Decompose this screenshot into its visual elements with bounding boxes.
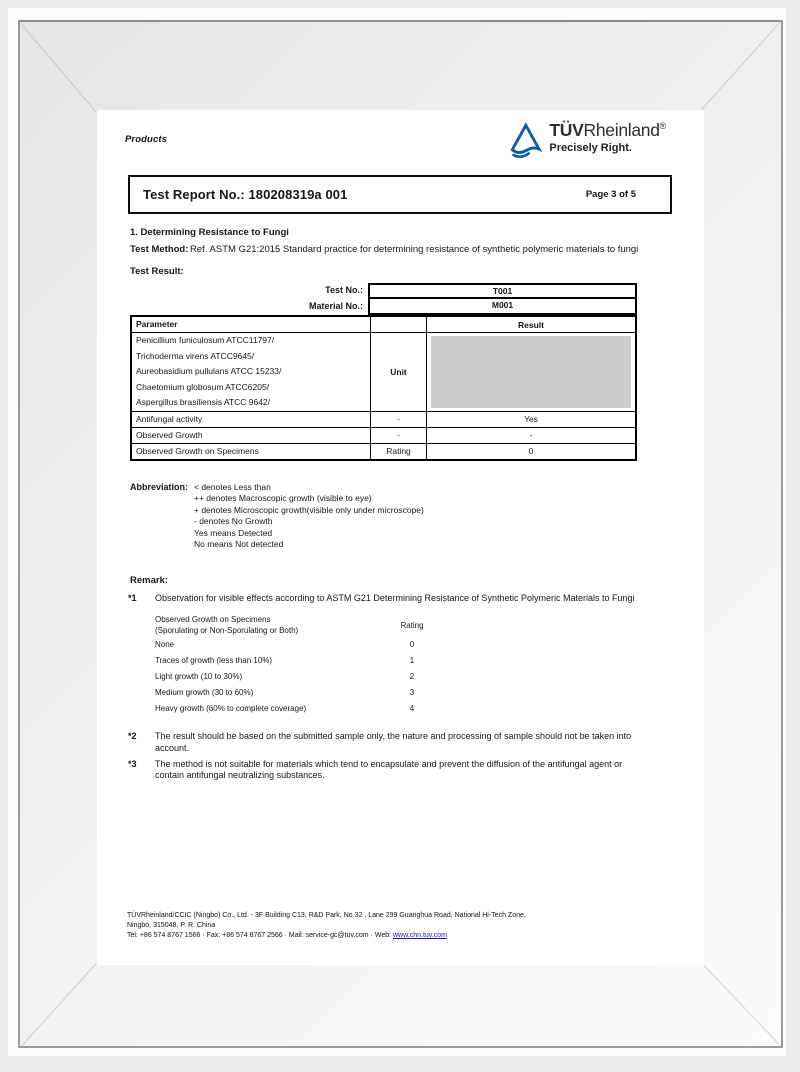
test-result-label: Test Result: bbox=[130, 266, 184, 278]
remark-item-2 bbox=[128, 731, 704, 754]
document-page bbox=[97, 110, 704, 965]
rating-row-value: 1 bbox=[409, 655, 415, 665]
row-result: 0 bbox=[528, 446, 534, 457]
rating-row bbox=[155, 636, 455, 652]
result-table bbox=[130, 283, 637, 461]
fungi-strain-list bbox=[132, 333, 370, 411]
page-indicator: Page 3 of 5 bbox=[585, 189, 636, 200]
abbreviation-label: Abbreviation: bbox=[130, 481, 189, 492]
footer-web-link[interactable]: www.chn.tuv.com bbox=[393, 932, 447, 939]
abbreviation-line: No means Not detected bbox=[194, 539, 284, 550]
fungi-strain: Aspergillus brasiliensis ATCC 9642/ bbox=[136, 397, 271, 408]
footer-address-line2: Ningbo, 315048, P. R. China bbox=[127, 922, 216, 929]
test-method-text: Ref. ASTM G21:2015 Standard practice for determining resistance of synthetic polymeric materials to fungi bbox=[190, 244, 639, 255]
row-parameter: Observed Growth bbox=[136, 429, 203, 440]
products-label: Products bbox=[125, 134, 167, 145]
remark-marker: *1 bbox=[128, 592, 137, 603]
fungi-strain: Trichoderma virens ATCC9645/ bbox=[136, 350, 255, 361]
logo-text bbox=[549, 122, 666, 154]
redacted-result-box bbox=[431, 336, 631, 408]
section-heading: 1. Determining Resistance to Fungi bbox=[130, 227, 289, 238]
rating-row-value: 4 bbox=[409, 703, 415, 713]
abbreviation-line: + denotes Microscopic growth(visible only under microscope) bbox=[194, 504, 424, 515]
col-header-result: Result bbox=[518, 319, 544, 330]
rating-header-rating: Rating bbox=[400, 621, 424, 631]
test-no-label: Test No.: bbox=[325, 285, 363, 296]
tuv-rheinland-logo bbox=[508, 122, 666, 160]
abbreviation-line: < denotes Less than bbox=[194, 481, 271, 492]
rating-row bbox=[155, 700, 455, 716]
table-row bbox=[132, 427, 635, 443]
remark-text: Observation for visible effects according to ASTM G21 Determining Resistance of Synthetic Polymeric Materials to Fungi bbox=[155, 592, 635, 603]
table-row bbox=[132, 411, 635, 427]
rating-header-line2: (Sporulating or Non-Sporulating or Both) bbox=[155, 625, 299, 635]
remark-item-3 bbox=[128, 759, 704, 782]
remark-marker: *3 bbox=[128, 758, 137, 769]
fungi-result-cell bbox=[427, 333, 635, 411]
fungi-strain: Aureobasidium pullulans ATCC 15233/ bbox=[136, 366, 282, 377]
remark-item-1 bbox=[128, 593, 704, 605]
abbreviation-line: - denotes No Growth bbox=[194, 516, 273, 527]
rating-row-value: 2 bbox=[409, 671, 415, 681]
brand-rheinland: Rheinland bbox=[583, 120, 660, 140]
fungi-strain: Penicillium funiculosum ATCC11797/ bbox=[136, 335, 275, 346]
brand-tuv: TÜV bbox=[549, 120, 584, 140]
material-no-value: M001 bbox=[368, 299, 637, 315]
abbreviation-block bbox=[130, 482, 704, 551]
registered-mark: ® bbox=[659, 121, 666, 131]
test-method-label: Test Method: bbox=[130, 244, 189, 255]
fungi-strain: Chaetomium globosum ATCC6205/ bbox=[136, 381, 270, 392]
test-method-row bbox=[130, 244, 704, 256]
rating-row-value: 0 bbox=[409, 639, 415, 649]
footer-contact-text: Tel: +86 574 8767 1566 · Fax: +86 574 8767 2566 · Mail: service-gc@tuv.com · Web: bbox=[127, 932, 393, 939]
report-number-bar bbox=[128, 175, 672, 214]
row-result: - bbox=[529, 430, 533, 441]
result-table-main bbox=[130, 315, 637, 461]
rating-table-header bbox=[155, 615, 455, 636]
remark-marker: *2 bbox=[128, 731, 137, 742]
brand-tagline: Precisely Right. bbox=[549, 141, 632, 154]
page-header bbox=[97, 110, 704, 160]
rating-row-label: Light growth (10 to 30%) bbox=[155, 671, 243, 681]
fungi-strains-row bbox=[132, 332, 635, 411]
rating-row bbox=[155, 684, 455, 700]
rating-scale-table bbox=[155, 615, 455, 716]
row-parameter: Observed Growth on Specimens bbox=[136, 445, 259, 456]
footer-address-line1: TÜVRheinland/CCIC (Ningbo) Co., Ltd. - 3F Building C13, R&D Park, No.32 , Lane 299 Guanghua Road, National Hi-Tech Zone, bbox=[127, 912, 526, 919]
footer-contact-line bbox=[127, 931, 687, 941]
rating-row bbox=[155, 652, 455, 668]
row-unit: - bbox=[370, 412, 427, 427]
test-no-value: T001 bbox=[368, 283, 637, 299]
report-number: Test Report No.: 180208319a 001 bbox=[143, 187, 348, 202]
col-header-unit bbox=[370, 317, 427, 332]
tuv-triangle-icon bbox=[508, 122, 542, 160]
remark-text: The method is not suitable for materials which tend to encapsulate and prevent the diffusion of the antifungal agent or contain antifungal neutralizing substances. bbox=[155, 758, 623, 781]
abbreviation-lines bbox=[194, 482, 424, 551]
brand-name bbox=[549, 122, 666, 140]
rating-row-label: None bbox=[155, 639, 175, 649]
row-parameter: Antifungal activity bbox=[136, 413, 203, 424]
table-row bbox=[132, 443, 635, 459]
row-unit: - bbox=[370, 428, 427, 443]
test-no-row bbox=[130, 283, 637, 299]
remark-text: The result should be based on the submitted sample only, the nature and processing of sample should not be taken into account. bbox=[155, 731, 632, 753]
abbreviation-line: ++ denotes Macroscopic growth (visible to eye) bbox=[194, 493, 372, 504]
rating-header-label bbox=[155, 615, 392, 636]
col-header-parameter: Parameter bbox=[136, 319, 178, 330]
remark-label: Remark: bbox=[130, 574, 169, 586]
rating-row-label: Medium growth (30 to 60%) bbox=[155, 687, 254, 697]
material-no-row bbox=[130, 299, 637, 315]
row-unit: Rating bbox=[370, 444, 427, 459]
material-no-label: Material No.: bbox=[308, 301, 363, 312]
rating-header-line1: Observed Growth on Specimens bbox=[155, 615, 271, 625]
row-result: Yes bbox=[524, 414, 538, 425]
rating-row-value: 3 bbox=[409, 687, 415, 697]
fungi-unit-cell: Unit bbox=[370, 333, 427, 411]
abbreviation-line: Yes means Detected bbox=[194, 527, 273, 538]
rating-row-label: Traces of growth (less than 10%) bbox=[155, 655, 273, 665]
company-footer bbox=[127, 911, 687, 941]
rating-row bbox=[155, 668, 455, 684]
rating-row-label: Heavy growth (60% to complete coverage) bbox=[155, 703, 307, 713]
table-header-row bbox=[132, 317, 635, 332]
